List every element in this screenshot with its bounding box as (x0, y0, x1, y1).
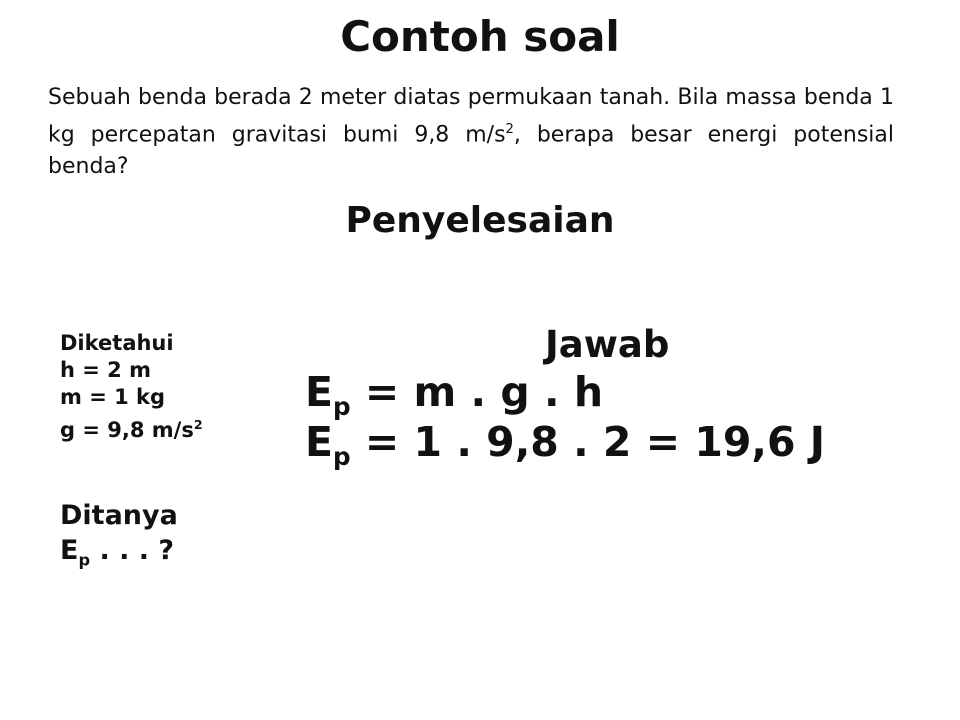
problem-exponent: 2 (505, 122, 514, 137)
problem-statement (48, 82, 894, 183)
problem-text: Sebuah benda berada 2 meter diatas permukaan tanah. Bila massa benda 1 kg percepatan gravitasi bumi 9,8 m/s (48, 85, 894, 148)
known-mass: m = 1 kg (60, 385, 166, 409)
formula-general (305, 368, 603, 421)
asked-block (60, 498, 360, 577)
formula-general-rest: = m . g . h (350, 368, 604, 416)
asked-label: Ditanya (60, 500, 178, 531)
formula-general-subscript: p (333, 392, 351, 422)
asked-symbol-suffix: . . . ? (90, 535, 175, 566)
solution-heading: Penyelesaian (345, 200, 615, 241)
formula-substituted (305, 418, 825, 471)
known-gravity-text: g = 9,8 m/s (60, 418, 194, 442)
formula-substituted-base: E (305, 418, 334, 466)
formula-substituted-rest: = 1 . 9,8 . 2 = 19,6 J (350, 418, 826, 466)
asked-symbol (60, 533, 360, 577)
formula-general-base: E (305, 368, 334, 416)
problem-question: , berapa besar energi potensial benda? (48, 122, 894, 180)
answer-label: Jawab (545, 323, 670, 366)
known-label: Diketahui (60, 331, 174, 355)
known-height: h = 2 m (60, 358, 151, 382)
asked-symbol-subscript: p (78, 550, 91, 570)
known-gravity-exponent: 2 (193, 417, 203, 432)
formula-substituted-subscript: p (333, 442, 351, 472)
asked-symbol-base: E (60, 535, 79, 566)
slide-title: Contoh soal (340, 12, 620, 61)
